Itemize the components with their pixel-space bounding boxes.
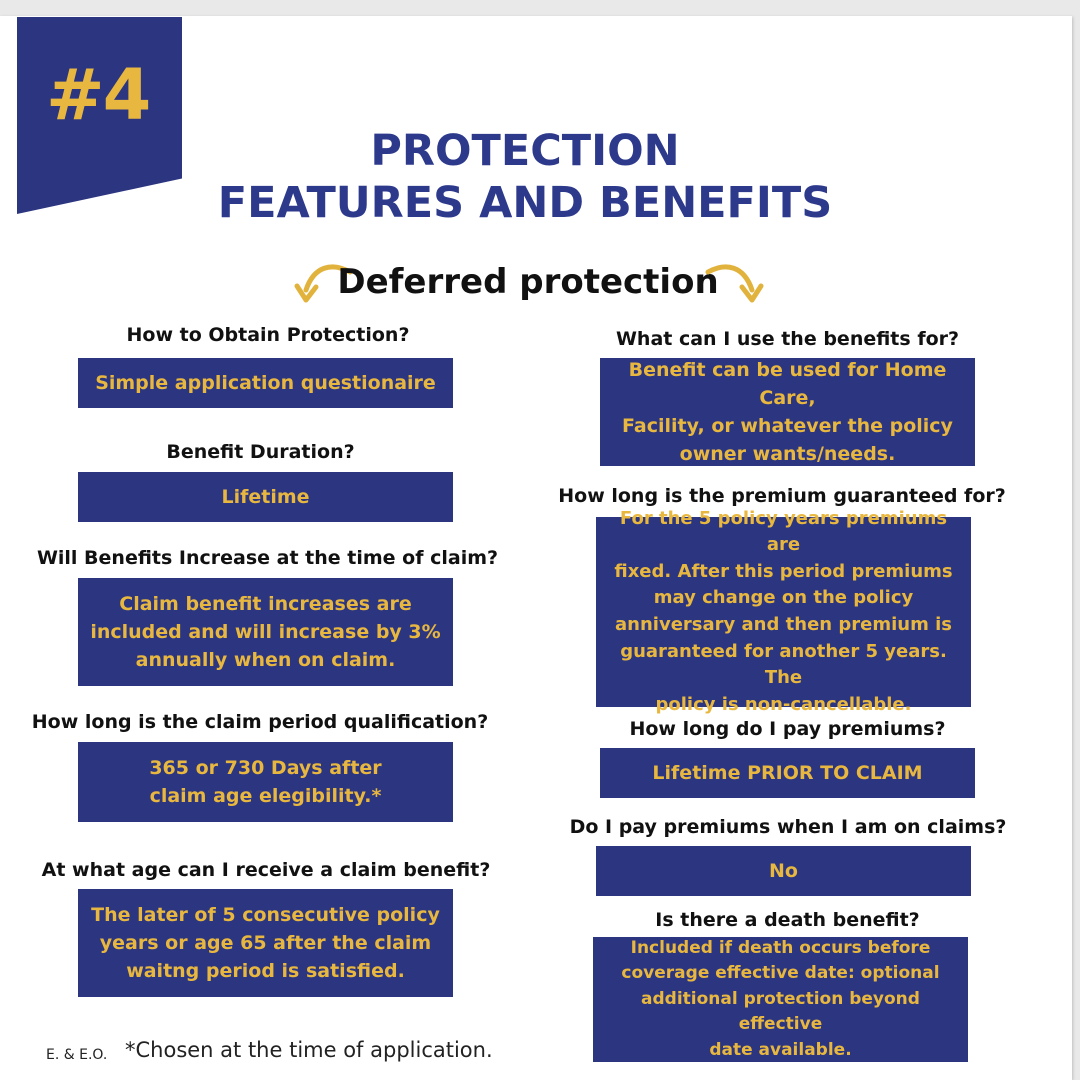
question-claim-period: How long is the claim period qualification? (31, 711, 489, 733)
answer-text: Included if death occurs before coverage effective date: optional additional protection beyond effective date available. (621, 937, 940, 1060)
answer-text: 365 or 730 Days after claim age elegibility.* (149, 756, 382, 807)
answer-text: No (769, 859, 798, 882)
question-premium-guarantee: How long is the premium guaranteed for? (558, 485, 1006, 507)
answer-text: For the 5 policy years premiums are fixed. After this period premiums may change on the policy anniversary and then premium is guaranteed for another 5 years. The policy is non-cancellable. (614, 507, 953, 715)
page-title-line-2: FEATURES AND BENEFITS (217, 178, 833, 228)
question-benefit-use: What can I use the benefits for? (615, 328, 960, 350)
question-claim-age: At what age can I receive a claim benefit? (41, 859, 491, 881)
answer-text: The later of 5 consecutive policy years or age 65 after the claim waitng period is satisfied. (91, 903, 440, 983)
answer-text: Lifetime PRIOR TO CLAIM (652, 761, 923, 784)
answer-benefits-increase (78, 578, 453, 686)
answer-obtain-protection (78, 358, 453, 408)
answer-text: Lifetime (221, 485, 310, 508)
section-subtitle: Deferred protection (337, 262, 719, 302)
answer-claim-age (78, 889, 453, 997)
question-premiums-on-claim: Do I pay premiums when I am on claims? (569, 816, 1007, 838)
answer-claim-period (78, 742, 453, 822)
question-benefits-increase: Will Benefits Increase at the time of claim? (36, 547, 499, 569)
answer-death-benefit (593, 937, 968, 1062)
question-pay-premiums: How long do I pay premiums? (629, 718, 946, 740)
answer-benefit-duration (78, 472, 453, 522)
answer-benefit-use (600, 358, 975, 466)
answer-text: Simple application questionaire (95, 371, 436, 394)
footer-disclaimer: E. & E.O. (46, 1047, 108, 1063)
question-obtain-protection: How to Obtain Protection? (126, 324, 410, 346)
answer-pay-premiums (600, 748, 975, 798)
curved-arrow-right-icon (700, 260, 766, 306)
answer-premium-guarantee (596, 507, 971, 715)
question-death-benefit: Is there a death benefit? (655, 909, 920, 931)
answer-text: Benefit can be used for Home Care, Facility, or whatever the policy owner wants/needs. (622, 358, 953, 466)
question-benefit-duration: Benefit Duration? (166, 441, 355, 463)
answer-premiums-on-claim (596, 846, 971, 896)
badge-number: #4 (46, 54, 150, 136)
answer-text: Claim benefit increases are included and will increase by 3% annually when on claim. (90, 592, 441, 672)
footer-note: *Chosen at the time of application. (125, 1038, 493, 1062)
page-title-line-1: PROTECTION (370, 126, 680, 176)
